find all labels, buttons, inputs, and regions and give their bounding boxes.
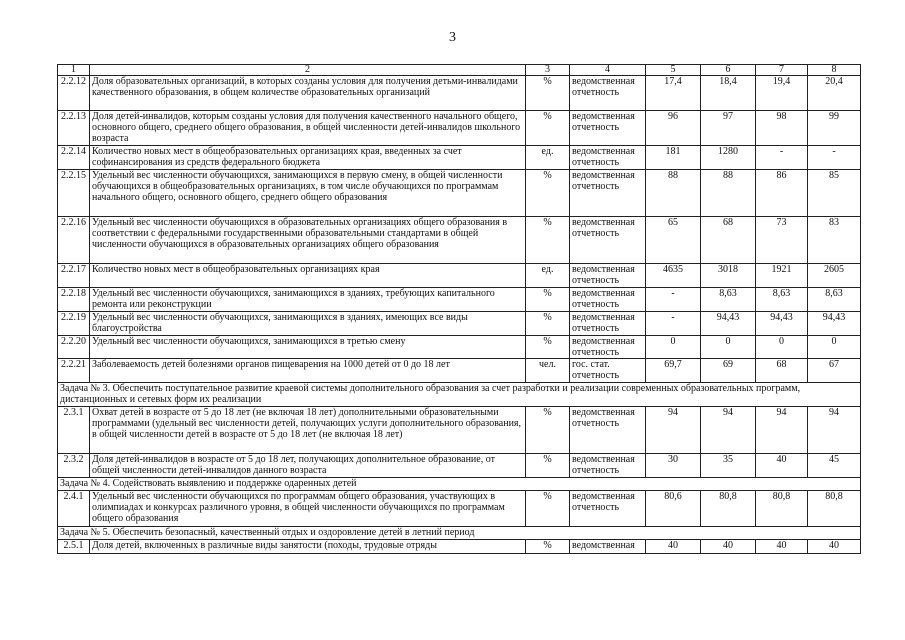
source-cell: ведомственная отчетность <box>570 407 646 454</box>
page-number: 3 <box>449 30 456 45</box>
column-header: 2 <box>90 65 526 76</box>
value-cell-7: - <box>756 146 808 170</box>
value-cell-7: 86 <box>756 170 808 217</box>
table-row <box>58 491 861 527</box>
indicator-number: 2.2.17 <box>58 264 90 288</box>
value-cell-5: 65 <box>646 217 701 264</box>
value-cell-6: 88 <box>701 170 756 217</box>
indicator-number: 2.2.15 <box>58 170 90 217</box>
value-cell-6: 8,63 <box>701 288 756 312</box>
value-cell-8: 8,63 <box>808 288 861 312</box>
value-cell-7: 0 <box>756 336 808 359</box>
unit-cell: % <box>526 76 570 111</box>
value-cell-8: 2605 <box>808 264 861 288</box>
task-heading: Задача № 3. Обеспечить поступательное развитие краевой системы дополнительного образования за счет разработки и реализации современных образовательных программ, дистанционных и сетевых форм их реализации <box>58 383 861 407</box>
table-row <box>58 359 861 383</box>
unit-cell: % <box>526 491 570 527</box>
indicator-number: 2.4.1 <box>58 491 90 527</box>
value-cell-8: 83 <box>808 217 861 264</box>
value-cell-7: 1921 <box>756 264 808 288</box>
value-cell-8: 20,4 <box>808 76 861 111</box>
value-cell-7: 94,43 <box>756 312 808 336</box>
value-cell-5: - <box>646 312 701 336</box>
value-cell-5: 94 <box>646 407 701 454</box>
value-cell-8: 40 <box>808 540 861 554</box>
unit-cell: % <box>526 454 570 478</box>
indicator-name: Доля детей-инвалидов в возрасте от 5 до 18 лет, получающих дополнительное образование, от общей численности детей-инвалидов данного возраста <box>90 454 526 478</box>
unit-cell: ед. <box>526 264 570 288</box>
indicator-name: Доля детей-инвалидов, которым созданы условия для получения качественного начального общего, основного общего, среднего общего образования, в общей численности детей-инвалидов школьного возраста <box>90 111 526 146</box>
table-row <box>58 312 861 336</box>
indicator-number: 2.2.12 <box>58 76 90 111</box>
value-cell-6: 18,4 <box>701 76 756 111</box>
indicator-number: 2.2.13 <box>58 111 90 146</box>
value-cell-8: 0 <box>808 336 861 359</box>
value-cell-5: 40 <box>646 540 701 554</box>
table-row <box>58 111 861 146</box>
indicator-number: 2.3.1 <box>58 407 90 454</box>
value-cell-5: 96 <box>646 111 701 146</box>
indicator-name: Доля детей, включенных в различные виды занятости (походы, трудовые отряды <box>90 540 526 554</box>
task-row <box>58 527 861 540</box>
unit-cell: ед. <box>526 146 570 170</box>
indicator-name: Удельный вес численности обучающихся, занимающихся в зданиях, имеющих все виды благоустройства <box>90 312 526 336</box>
table-row <box>58 288 861 312</box>
unit-cell: % <box>526 217 570 264</box>
source-cell: ведомственная отчетность <box>570 217 646 264</box>
task-heading: Задача № 4. Содействовать выявлению и поддержке одаренных детей <box>58 478 861 491</box>
indicator-number: 2.5.1 <box>58 540 90 554</box>
indicator-number: 2.3.2 <box>58 454 90 478</box>
value-cell-8: 85 <box>808 170 861 217</box>
value-cell-8: 94,43 <box>808 312 861 336</box>
indicator-name: Охват детей в возрасте от 5 до 18 лет (не включая 18 лет) дополнительными образовательными программами (удельный вес численности детей, получающих услуги дополнительного образования, в общей численности детей в возрасте от 5 до 18 лет (не включая 18 лет) <box>90 407 526 454</box>
task-row <box>58 383 861 407</box>
source-cell: ведомственная отчетность <box>570 111 646 146</box>
value-cell-6: 68 <box>701 217 756 264</box>
unit-cell: % <box>526 288 570 312</box>
value-cell-6: 69 <box>701 359 756 383</box>
source-cell: ведомственная отчетность <box>570 454 646 478</box>
indicator-name: Удельный вес численности обучающихся, занимающихся в зданиях, требующих капитального ремонта или реконструкции <box>90 288 526 312</box>
indicator-number: 2.2.14 <box>58 146 90 170</box>
indicator-name: Удельный вес численности обучающихся, занимающихся в третью смену <box>90 336 526 359</box>
value-cell-6: 80,8 <box>701 491 756 527</box>
value-cell-5: 4635 <box>646 264 701 288</box>
value-cell-6: 3018 <box>701 264 756 288</box>
unit-cell: % <box>526 407 570 454</box>
table-row <box>58 217 861 264</box>
value-cell-7: 8,63 <box>756 288 808 312</box>
value-cell-6: 1280 <box>701 146 756 170</box>
source-cell: ведомственная отчетность <box>570 336 646 359</box>
value-cell-7: 40 <box>756 454 808 478</box>
column-header: 3 <box>526 65 570 76</box>
source-cell: ведомственная отчетность <box>570 491 646 527</box>
value-cell-6: 94,43 <box>701 312 756 336</box>
indicator-name: Удельный вес численности обучающихся по программам общего образования, участвующих в олимпиадах и конкурсах различного уровня, в общей численности обучающихся по программам общего образования <box>90 491 526 527</box>
table-row <box>58 540 861 554</box>
indicator-name: Удельный вес численности обучающихся в образовательных организациях общего образования в соответствии с федеральными государственными образовательными стандартами в общей численности обучающихся в образовательных организациях общего образования <box>90 217 526 264</box>
source-cell: ведомственная отчетность <box>570 170 646 217</box>
value-cell-6: 40 <box>701 540 756 554</box>
value-cell-8: 45 <box>808 454 861 478</box>
value-cell-7: 94 <box>756 407 808 454</box>
column-header: 4 <box>570 65 646 76</box>
column-header: 8 <box>808 65 861 76</box>
table-row <box>58 76 861 111</box>
value-cell-7: 73 <box>756 217 808 264</box>
value-cell-8: 99 <box>808 111 861 146</box>
value-cell-6: 35 <box>701 454 756 478</box>
indicator-number: 2.2.19 <box>58 312 90 336</box>
unit-cell: % <box>526 540 570 554</box>
value-cell-6: 94 <box>701 407 756 454</box>
unit-cell: % <box>526 312 570 336</box>
table-row <box>58 146 861 170</box>
column-header: 7 <box>756 65 808 76</box>
table-row <box>58 454 861 478</box>
value-cell-7: 40 <box>756 540 808 554</box>
value-cell-8: 67 <box>808 359 861 383</box>
indicator-name: Количество новых мест в общеобразовательных организациях края, введенных за счет софинансирования из средств федерального бюджета <box>90 146 526 170</box>
value-cell-7: 98 <box>756 111 808 146</box>
source-cell: ведомственная <box>570 540 646 554</box>
value-cell-5: 181 <box>646 146 701 170</box>
indicator-number: 2.2.16 <box>58 217 90 264</box>
task-heading: Задача № 5. Обеспечить безопасный, качественный отдых и оздоровление детей в летний период <box>58 527 861 540</box>
unit-cell: % <box>526 111 570 146</box>
indicator-number: 2.2.18 <box>58 288 90 312</box>
value-cell-5: 30 <box>646 454 701 478</box>
column-header: 6 <box>701 65 756 76</box>
table-row <box>58 170 861 217</box>
value-cell-7: 80,8 <box>756 491 808 527</box>
source-cell: ведомственная отчетность <box>570 264 646 288</box>
indicator-name: Количество новых мест в общеобразовательных организациях края <box>90 264 526 288</box>
value-cell-5: 69,7 <box>646 359 701 383</box>
indicator-name: Заболеваемость детей болезнями органов пищеварения на 1000 детей от 0 до 18 лет <box>90 359 526 383</box>
value-cell-5: - <box>646 288 701 312</box>
value-cell-5: 0 <box>646 336 701 359</box>
unit-cell: % <box>526 170 570 217</box>
value-cell-5: 88 <box>646 170 701 217</box>
value-cell-6: 97 <box>701 111 756 146</box>
value-cell-8: 94 <box>808 407 861 454</box>
table-row <box>58 264 861 288</box>
source-cell: ведомственная отчетность <box>570 288 646 312</box>
source-cell: ведомственная отчетность <box>570 76 646 111</box>
column-header-row <box>58 65 861 76</box>
column-header: 5 <box>646 65 701 76</box>
value-cell-8: 80,8 <box>808 491 861 527</box>
unit-cell: % <box>526 336 570 359</box>
indicator-number: 2.2.20 <box>58 336 90 359</box>
value-cell-7: 68 <box>756 359 808 383</box>
table-row <box>58 336 861 359</box>
value-cell-7: 19,4 <box>756 76 808 111</box>
indicator-name: Удельный вес численности обучающихся, занимающихся в первую смену, в общей численности обучающихся в общеобразовательных организациях, в том числе обучающихся по программам начального общего, основного общего, среднего общего образования <box>90 170 526 217</box>
value-cell-6: 0 <box>701 336 756 359</box>
table-row <box>58 407 861 454</box>
value-cell-8: - <box>808 146 861 170</box>
source-cell: ведомственная отчетность <box>570 146 646 170</box>
column-header: 1 <box>58 65 90 76</box>
unit-cell: чел. <box>526 359 570 383</box>
task-row <box>58 478 861 491</box>
value-cell-5: 80,6 <box>646 491 701 527</box>
indicator-name: Доля образовательных организаций, в которых созданы условия для получения детьми-инвалидами качественного образования, в общем количестве образовательных организаций <box>90 76 526 111</box>
indicator-number: 2.2.21 <box>58 359 90 383</box>
source-cell: ведомственная отчетность <box>570 312 646 336</box>
source-cell: гос. стат. отчетность <box>570 359 646 383</box>
indicators-table <box>57 64 861 554</box>
value-cell-5: 17,4 <box>646 76 701 111</box>
